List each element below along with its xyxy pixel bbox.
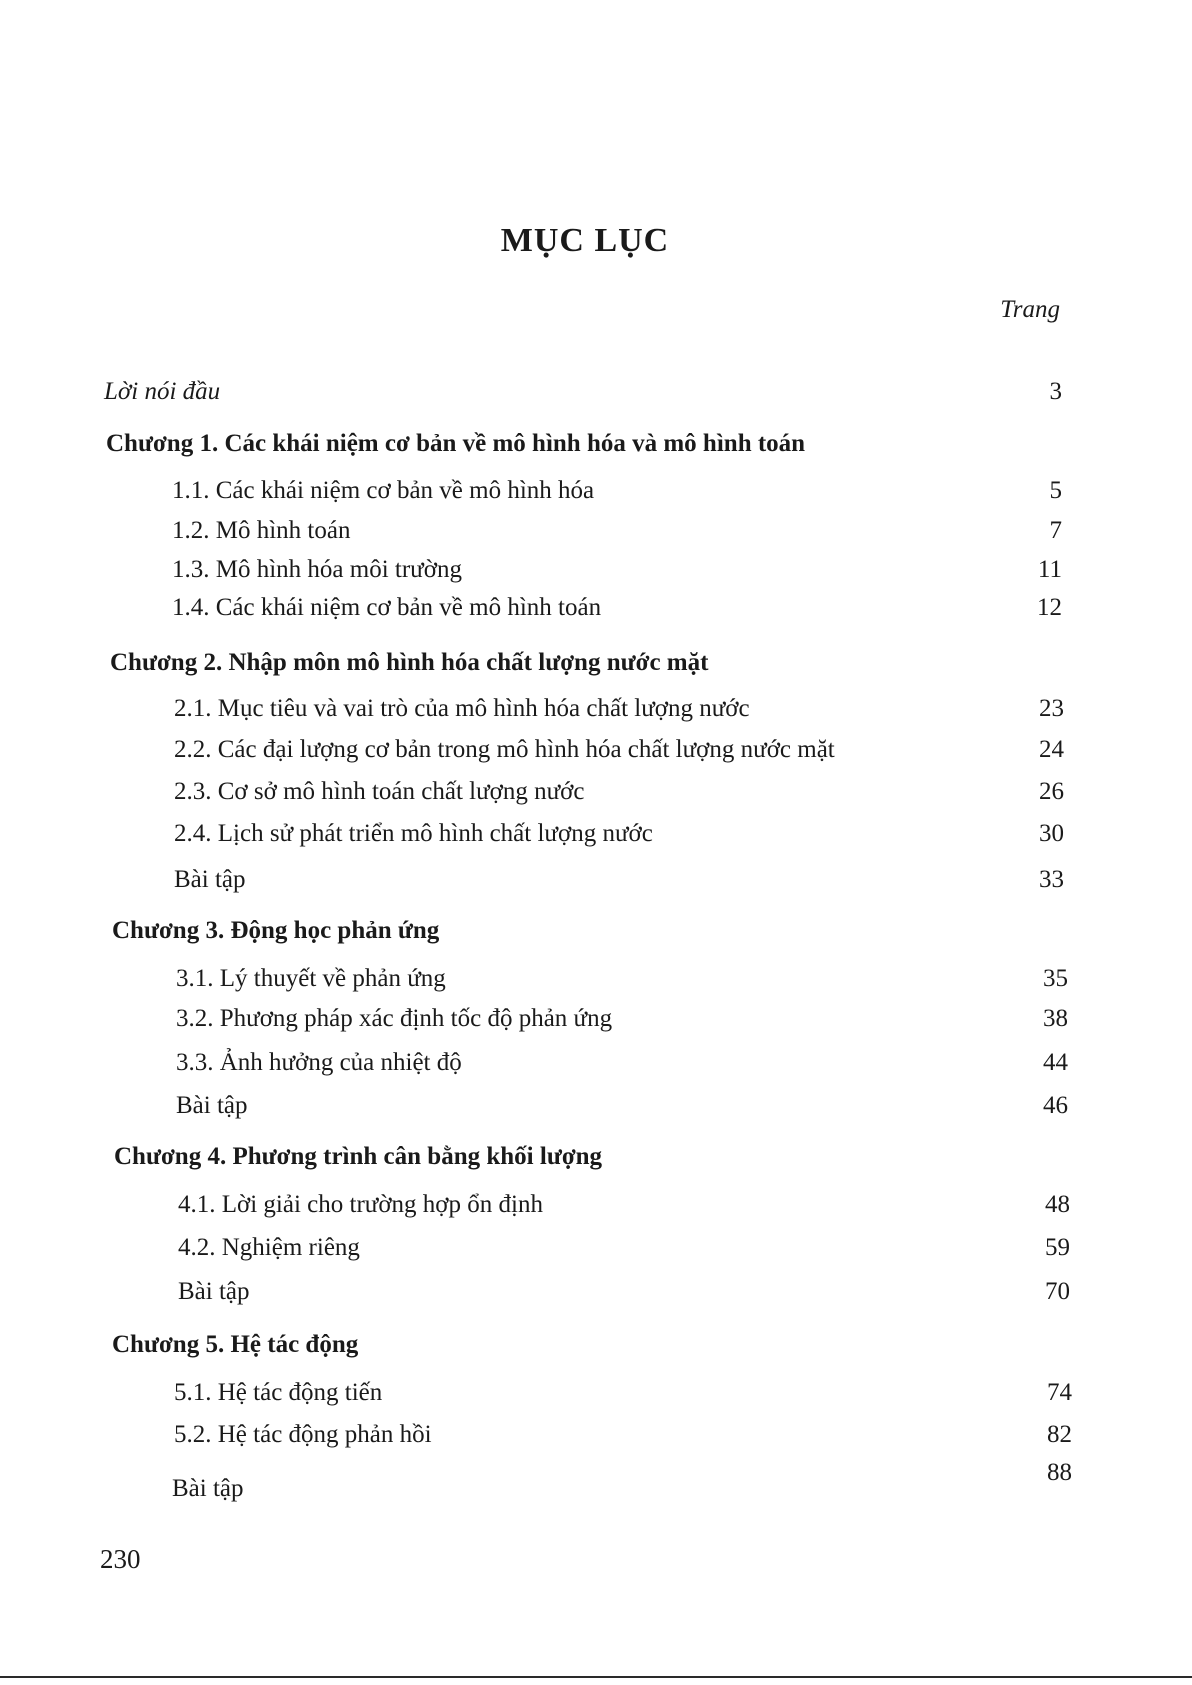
- toc-section-page: 59: [1045, 1234, 1070, 1261]
- toc-section-page: 5: [1049, 477, 1062, 504]
- toc-section-page: 38: [1043, 1005, 1068, 1032]
- toc-section[interactable]: [178, 1275, 1070, 1309]
- toc-section[interactable]: [178, 1231, 1070, 1265]
- toc-section[interactable]: [174, 1376, 1072, 1410]
- toc-section[interactable]: [172, 514, 1062, 548]
- toc-section-page: 24: [1039, 736, 1064, 763]
- toc-chapter-label: Chương 4. Phương trình cân bằng khối lượng: [114, 1143, 603, 1170]
- toc-entry-label: Lời nói đầu: [104, 378, 221, 405]
- toc-section[interactable]: [172, 474, 1062, 508]
- toc-section[interactable]: [174, 733, 1064, 767]
- toc-section[interactable]: [172, 1459, 1072, 1502]
- toc-section-page: 23: [1039, 695, 1064, 722]
- toc-chapter-label: Chương 1. Các khái niệm cơ bản về mô hình hóa và mô hình toán: [106, 430, 806, 457]
- toc-section-page: 11: [1037, 556, 1062, 583]
- toc-section-label: 2.2. Các đại lượng cơ bản trong mô hình hóa chất lượng nước mặt: [174, 736, 835, 763]
- toc-section[interactable]: [174, 863, 1064, 897]
- toc-section-page: 74: [1047, 1379, 1072, 1406]
- toc-section-page: 44: [1043, 1049, 1068, 1076]
- toc-section-label: 3.3. Ảnh hưởng của nhiệt độ: [176, 1049, 462, 1076]
- toc-section-label: 1.3. Mô hình hóa môi trường: [172, 556, 462, 583]
- toc-section-label: 3.2. Phương pháp xác định tốc độ phản ứng: [176, 1005, 613, 1032]
- toc-section-page: 88: [1047, 1459, 1072, 1486]
- page-column-label: Trang: [1000, 296, 1060, 323]
- toc-chapter-label: Chương 3. Động học phản ứng: [112, 917, 440, 944]
- page-title: MỤC LỤC: [500, 222, 670, 259]
- toc-chapter-label: Chương 2. Nhập môn mô hình hóa chất lượng nước mặt: [110, 649, 709, 676]
- toc-section[interactable]: [178, 1188, 1070, 1222]
- toc-section-page: 7: [1049, 517, 1062, 544]
- toc-chapter-2[interactable]: [110, 646, 1062, 680]
- toc-section-label: 3.1. Lý thuyết về phản ứng: [176, 965, 446, 992]
- toc-section[interactable]: [172, 553, 1062, 587]
- toc-section-label: 5.2. Hệ tác động phản hồi: [174, 1421, 432, 1448]
- toc-entry-page: 3: [1049, 378, 1062, 405]
- toc-section-label: Bài tập: [174, 866, 246, 893]
- toc-section-label: 2.3. Cơ sở mô hình toán chất lượng nước: [174, 778, 585, 805]
- toc-chapter-4[interactable]: [114, 1140, 1068, 1174]
- toc-section-label: 1.1. Các khái niệm cơ bản về mô hình hóa: [172, 477, 595, 504]
- toc-chapter-label: Chương 5. Hệ tác động: [112, 1331, 359, 1358]
- toc-section[interactable]: [172, 591, 1062, 625]
- toc-chapter-1[interactable]: [106, 427, 1062, 461]
- page-number: 230: [100, 1544, 141, 1574]
- toc-section-label: 5.1. Hệ tác động tiến: [174, 1379, 383, 1406]
- toc-section[interactable]: [174, 692, 1064, 726]
- bottom-rule: [0, 1676, 1192, 1678]
- toc-section-label: 2.1. Mục tiêu và vai trò của mô hình hóa chất lượng nước: [174, 695, 750, 722]
- toc-section-label: 4.1. Lời giải cho trường hợp ổn định: [178, 1191, 543, 1218]
- toc-chapter-5[interactable]: [112, 1328, 1070, 1362]
- toc-section-label: 1.4. Các khái niệm cơ bản về mô hình toán: [172, 594, 602, 621]
- toc-section-page: 35: [1043, 965, 1068, 992]
- toc-section[interactable]: [176, 1089, 1068, 1123]
- toc-section[interactable]: [174, 775, 1064, 809]
- toc-section-page: 46: [1043, 1092, 1068, 1119]
- toc-section-label: Bài tập: [176, 1092, 248, 1119]
- toc-chapter-3[interactable]: [112, 914, 1064, 948]
- toc-section[interactable]: [174, 1418, 1072, 1452]
- toc-section-label: Bài tập: [172, 1475, 244, 1502]
- toc-section-label: 2.4. Lịch sử phát triển mô hình chất lượng nước: [174, 820, 653, 847]
- toc-section-label: Bài tập: [178, 1278, 250, 1305]
- toc-entry-preface[interactable]: [104, 375, 1062, 409]
- toc-section[interactable]: [176, 1046, 1068, 1080]
- toc-section[interactable]: [176, 962, 1068, 996]
- toc-section-page: 70: [1045, 1278, 1070, 1305]
- toc-section-page: 30: [1039, 820, 1064, 847]
- toc-section-page: 82: [1047, 1421, 1072, 1448]
- toc-section-page: 12: [1037, 594, 1062, 621]
- toc-section-page: 48: [1045, 1191, 1070, 1218]
- toc-section[interactable]: [174, 817, 1064, 851]
- toc-section[interactable]: [176, 1002, 1068, 1036]
- toc-section-label: 1.2. Mô hình toán: [172, 517, 351, 544]
- toc-section-page: 33: [1039, 866, 1064, 893]
- toc-section-label: 4.2. Nghiệm riêng: [178, 1234, 360, 1261]
- toc-section-page: 26: [1039, 778, 1064, 805]
